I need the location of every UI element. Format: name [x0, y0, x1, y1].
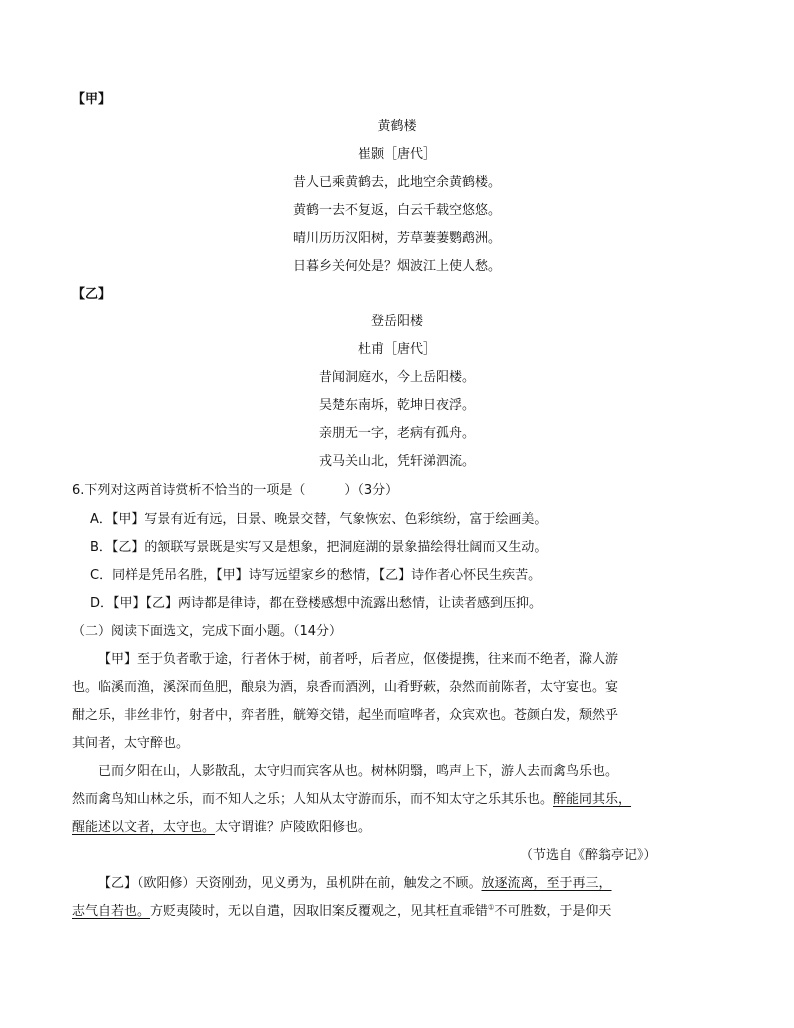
passage-b-line-2-text-a: 方贬夷陵时，无以自遣，因取旧案反覆观之，见其枉直乖错 [150, 904, 489, 919]
poem-b-title: 登岳阳楼 [370, 314, 423, 329]
passage-b-line-1-text: 【乙】（欧阳修）天资刚劲，见义勇为，虽机阱在前，触发之不顾。 [98, 876, 482, 891]
passage-b-line-2-text-b: 不可胜数，于是仰天 [494, 904, 612, 919]
passage-a-source: （节选自《醉翁亭记》） [520, 848, 657, 863]
poem-a-author: 崔颢［唐代］ [357, 147, 436, 162]
passage-a2-line-2-text: 然而禽鸟知山林之乐，而不知人之乐；人知从太守游而乐，而不知太守之乐其乐也。 [72, 792, 554, 807]
poem-b-line-4: 戎马关山北，凭轩涕泗流。 [318, 454, 475, 469]
poem-b-line-3: 亲朋无一字，老病有孤舟。 [318, 426, 475, 441]
underlined-phrase-part-2: 志气自若也。 [72, 904, 151, 919]
poem-a-title: 黄鹤楼 [377, 119, 417, 134]
poem-a-label: 【甲】 [72, 92, 112, 107]
section-2-heading: （二）阅读下面选文，完成下面小题。（14分） [72, 624, 343, 639]
question-6-stem: 6.下列对这两首诗赏析不恰当的一项是（ ）（3分） [72, 483, 399, 498]
question-6-option-b: B．【乙】的颔联写景既是实写又是想象，把洞庭湖的景象描绘得壮阔而又生动。 [90, 540, 548, 555]
passage-a2-line-1: 已而夕阳在山，人影散乱，太守归而宾客从也。树林阴翳，鸣声上下，游人去而禽鸟乐也。 [98, 764, 619, 779]
poem-b-author: 杜甫［唐代］ [357, 342, 436, 357]
passage-a2-line-3-text: 太守谓谁？庐陵欧阳修也。 [215, 820, 372, 835]
underlined-sentence-part-2: 醒能述以文者，太守也。 [72, 820, 216, 835]
passage-a-line-4: 其间者，太守醉也。 [72, 736, 190, 751]
question-6-option-a: A．【甲】写景有近有远，日景、晚景交替，气象恢宏、色彩缤纷，富于绘画美。 [90, 512, 548, 527]
question-6-option-c: C．同样是凭吊名胜，【甲】诗写远望家乡的愁情，【乙】诗作者心怀民生疾苦。 [90, 568, 542, 583]
footnote-marker: ① [488, 903, 495, 912]
poem-b-label: 【乙】 [72, 287, 112, 302]
poem-b-line-1: 昔闻洞庭水，今上岳阳楼。 [318, 370, 475, 385]
underlined-phrase-part-1: 放逐流离，至于再三， [481, 876, 612, 891]
poem-a-line-1: 昔人已乘黄鹤去，此地空余黄鹤楼。 [292, 175, 501, 190]
passage-a-line-3: 酣之乐，非丝非竹，射者中，弈者胜，觥筹交错，起坐而喧哗者，众宾欢也。苍颜白发，颓然乎 [72, 708, 619, 723]
poem-b-line-2: 吴楚东南坼，乾坤日夜浮。 [318, 398, 475, 413]
passage-a-line-2: 也。临溪而渔，溪深而鱼肥，酿泉为酒，泉香而酒洌，山肴野蔌，杂然而前陈者，太守宴也。宴 [72, 680, 619, 695]
poem-a-line-2: 黄鹤一去不复返，白云千载空悠悠。 [292, 203, 501, 218]
poem-a-line-4: 日暮乡关何处是？烟波江上使人愁。 [292, 259, 501, 274]
underlined-sentence-part-1: 醉能同其乐， [553, 792, 632, 807]
passage-b-line-1 [98, 874, 612, 894]
passage-a2-line-3 [72, 818, 371, 838]
passage-b-line-2 [72, 902, 611, 922]
passage-a2-line-2 [72, 790, 631, 810]
poem-a-line-3: 晴川历历汉阳树，芳草萋萋鹦鹉洲。 [292, 231, 501, 246]
question-6-option-d: D．【甲】【乙】两诗都是律诗，都在登楼感想中流露出愁情，让读者感到压抑。 [90, 596, 543, 611]
passage-a-line-1: 【甲】至于负者歌于途，行者休于树，前者呼，后者应，伛偻提携，往来而不绝者，滁人游 [98, 652, 619, 667]
